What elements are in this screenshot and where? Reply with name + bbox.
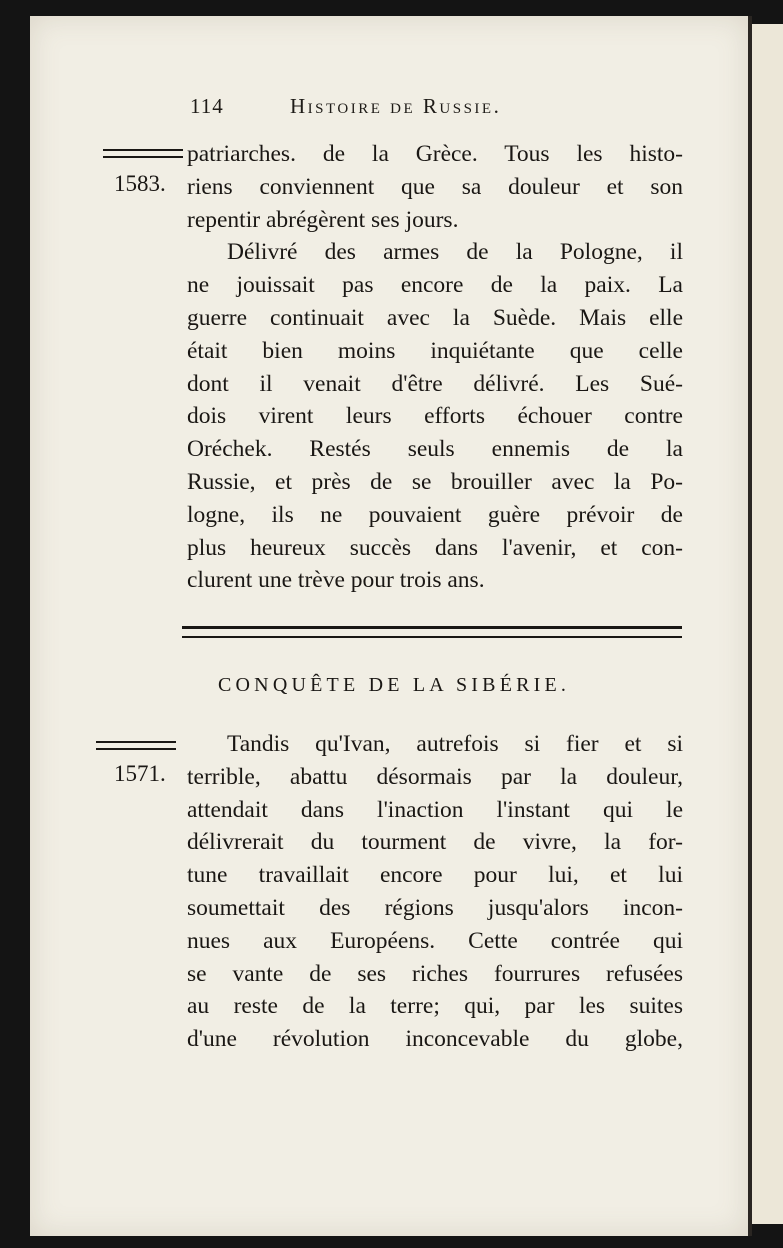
page-header bbox=[190, 94, 590, 122]
margin-year-1583: 1583. bbox=[114, 171, 166, 196]
text-line: nues aux Européens. Cette contrée qui bbox=[187, 927, 683, 954]
text-line: Oréchek. Restés seuls ennemis de la bbox=[187, 436, 683, 463]
text-block-upper bbox=[187, 138, 683, 597]
text-line: délivrerait du tourment de vivre, la for- bbox=[187, 829, 683, 856]
text-block-lower bbox=[187, 728, 683, 1056]
text-line: attendait dans l'inaction l'instant qui le bbox=[187, 796, 683, 823]
margin-year-1571: 1571. bbox=[114, 761, 166, 786]
text-line: guerre continuait avec la Suède. Mais elle bbox=[187, 304, 683, 331]
text-line: était bien moins inquiétante que celle bbox=[187, 337, 683, 364]
text-line: patriarches. de la Grèce. Tous les histo- bbox=[187, 141, 683, 167]
margin-rule-top bbox=[103, 149, 183, 158]
text-line: logne, ils ne pouvaient guère prévoir de bbox=[187, 501, 683, 528]
text-line: Tandis qu'Ivan, autrefois si fier et si bbox=[227, 731, 683, 757]
text-line: se vante de ses riches fourrures refusées bbox=[187, 960, 683, 987]
facing-page-edge bbox=[752, 24, 783, 1224]
text-line: au reste de la terre; qui, par les suites bbox=[187, 993, 683, 1020]
text-line: soumettait des régions jusqu'alors incon- bbox=[187, 894, 683, 921]
running-title: Histoire de Russie. bbox=[290, 94, 502, 118]
text-line: d'une révolution inconcevable du globe, bbox=[187, 1026, 683, 1053]
text-line: Délivré des armes de la Pologne, il bbox=[227, 239, 683, 266]
section-heading: CONQUÊTE DE LA SIBÉRIE. bbox=[218, 674, 571, 696]
text-line: plus heureux succès dans l'avenir, et con- bbox=[187, 534, 683, 561]
text-line: repentir abrégèrent ses jours. bbox=[187, 206, 459, 233]
text-line: ne jouissait pas encore de la paix. La bbox=[187, 272, 683, 299]
section-divider bbox=[182, 626, 682, 638]
text-line: clurent une trève pour trois ans. bbox=[187, 567, 485, 594]
text-line: Russie, et près de se brouiller avec la Po- bbox=[187, 468, 683, 495]
margin-rule-bottom bbox=[96, 741, 176, 750]
text-line: tune travaillait encore pour lui, et lui bbox=[187, 862, 683, 889]
page-number: 114 bbox=[190, 94, 224, 118]
text-line: dois virent leurs efforts échouer contre bbox=[187, 403, 683, 430]
text-line: terrible, abattu désormais par la douleur, bbox=[187, 763, 683, 790]
text-line: dont il venait d'être délivré. Les Sué- bbox=[187, 370, 683, 397]
text-line: riens conviennent que sa douleur et son bbox=[187, 173, 683, 200]
